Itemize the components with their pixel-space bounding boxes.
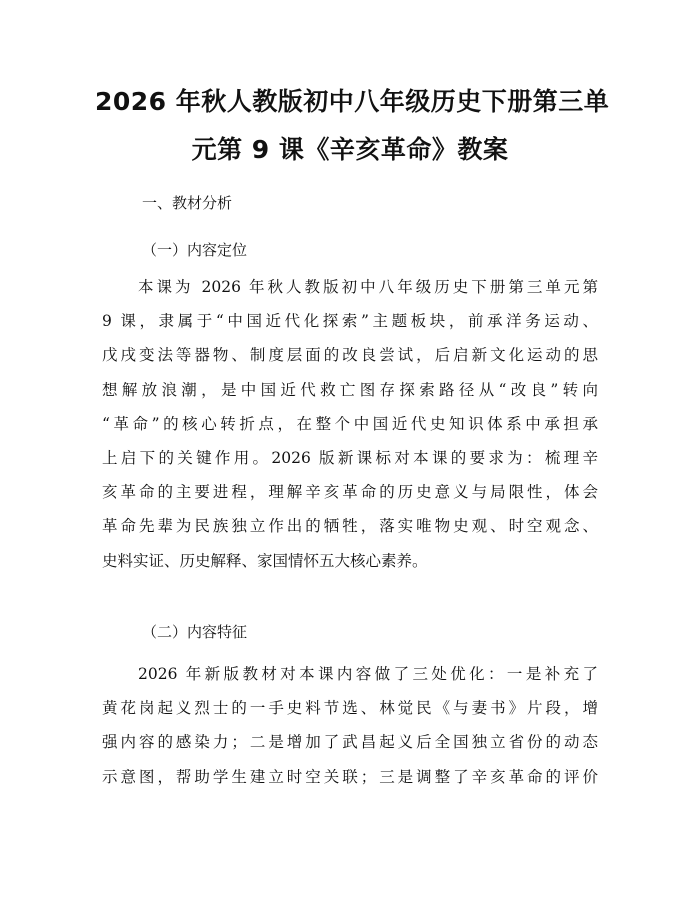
- document-title-line-1: 2026 年秋人教版初中八年级历史下册第三单: [95, 87, 610, 116]
- section-heading-textbook-analysis: 一、教材分析: [142, 194, 233, 212]
- subsection-heading-content-features: （二）内容特征: [142, 623, 248, 641]
- paragraph-line: 黄花岗起义烈士的一手史料节选、林觉民《与妻书》片段，增: [102, 699, 598, 718]
- paragraph-line: 上启下的关键作用。2026 版新课标对本课的要求为：梳理辛: [102, 449, 598, 468]
- paragraph-content-positioning: [102, 270, 598, 578]
- paragraph-line: 强内容的感染力；二是增加了武昌起义后全国独立省份的动态: [102, 733, 598, 752]
- paragraph-content-features: [102, 657, 598, 794]
- paragraph-line: 9 课，隶属于“中国近代化探索”主题板块，前承洋务运动、: [102, 312, 598, 331]
- paragraph-line: 想解放浪潮，是中国近代救亡图存探索路径从“改良”转向: [102, 380, 598, 399]
- paragraph-line: 革命先辈为民族独立作出的牺牲，落实唯物史观、时空观念、: [102, 517, 598, 536]
- document-title-line-2: 元第 9 课《辛亥革命》教案: [191, 135, 509, 164]
- paragraph-line: 亥革命的主要进程，理解辛亥革命的历史意义与局限性，体会: [102, 483, 598, 502]
- paragraph-line: 史料实证、历史解释、家国情怀五大核心素养。: [102, 551, 428, 570]
- paragraph-line: 戊戌变法等器物、制度层面的改良尝试，后启新文化运动的思: [102, 346, 598, 365]
- subsection-heading-content-positioning: （一）内容定位: [142, 241, 248, 259]
- paragraph-line: 示意图，帮助学生建立时空关联；三是调整了辛亥革命的评价: [102, 767, 598, 786]
- paragraph-line: “革命”的核心转折点，在整个中国近代史知识体系中承担承: [102, 414, 598, 433]
- paragraph-line: 2026 年新版教材对本课内容做了三处优化：一是补充了: [138, 665, 598, 683]
- paragraph-line: 本课为 2026 年秋人教版初中八年级历史下册第三单元第: [138, 278, 598, 296]
